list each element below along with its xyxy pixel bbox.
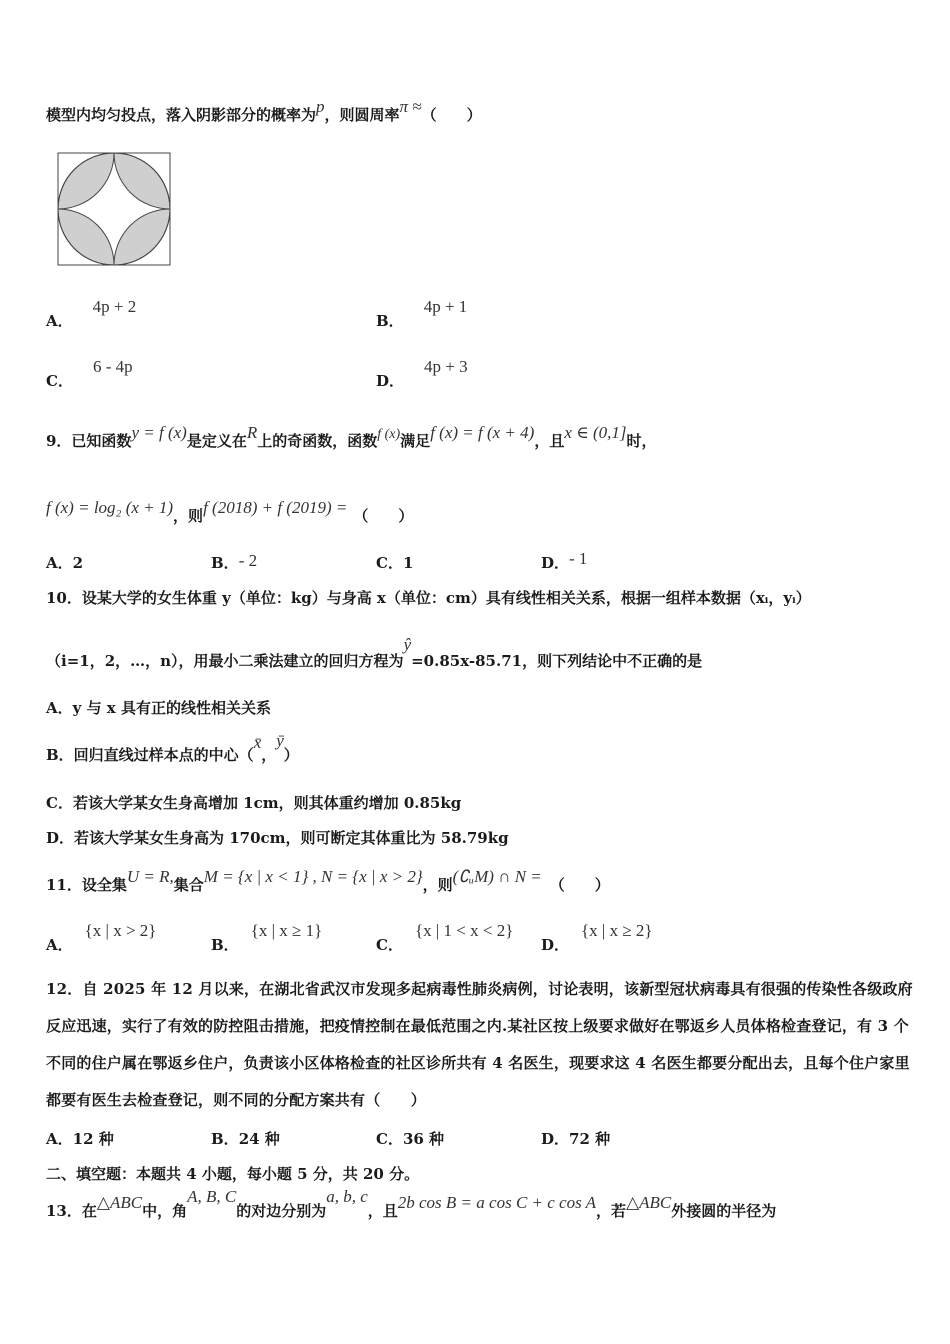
q8-stem-text-2: ，则圆周率 bbox=[324, 106, 400, 124]
q11-number: 11．设全集 bbox=[46, 876, 127, 894]
q10-stem: 10．设某大学的女生体重 y（单位：kg）与身高 x（单位：cm）具有线性相关关系，根据一组样本数据（xᵢ，yᵢ） bbox=[46, 589, 811, 607]
q8-option-b[interactable] bbox=[376, 297, 468, 331]
q13-formula: 2b cos B = a cos C + c cos A bbox=[397, 1193, 597, 1212]
q10-option-b[interactable] bbox=[46, 731, 299, 765]
q9-formula: x ∈ (0,1] bbox=[564, 423, 627, 442]
q13-formula: △ABC bbox=[96, 1193, 143, 1212]
q10-xbar: x̄ bbox=[253, 733, 262, 752]
q12-option-a[interactable] bbox=[46, 1128, 114, 1149]
q13-text: ，若 bbox=[596, 1202, 627, 1220]
q8-pi: π ≈ bbox=[399, 97, 422, 116]
q11-stem bbox=[46, 867, 610, 895]
q13-formula: A, B, C bbox=[187, 1187, 237, 1206]
option-text: 24 种 bbox=[238, 1130, 280, 1148]
q13-formula: △ABC bbox=[626, 1193, 672, 1212]
q8-p: p bbox=[316, 97, 325, 116]
option-label: B． bbox=[211, 554, 239, 572]
q9-text: 满足 bbox=[400, 432, 431, 450]
option-expr: {x | x ≥ 2} bbox=[581, 921, 653, 940]
q13-text: 中，角 bbox=[142, 1202, 188, 1220]
q9-stem bbox=[46, 423, 657, 451]
q9-number: 9．已知函数 bbox=[46, 432, 132, 450]
q13-number: 13．在 bbox=[46, 1202, 97, 1220]
q11-paren: （ ） bbox=[549, 876, 610, 894]
q11-text: ，则 bbox=[422, 876, 453, 894]
option-label: D． bbox=[541, 936, 570, 954]
option-label: C． bbox=[46, 372, 73, 390]
q9-option-a[interactable] bbox=[46, 552, 83, 573]
q12-option-d[interactable] bbox=[541, 1128, 610, 1149]
q8-stem bbox=[46, 97, 482, 125]
q9-paren: （ ） bbox=[353, 507, 414, 525]
q10-stem-2 bbox=[46, 635, 703, 671]
q9-option-d[interactable] bbox=[541, 549, 588, 573]
q8-paren: （ ） bbox=[421, 106, 482, 124]
option-text: - 2 bbox=[238, 551, 258, 570]
option-label: B． bbox=[211, 1130, 239, 1148]
option-label: C． bbox=[376, 1130, 403, 1148]
q9-text: ，且 bbox=[534, 432, 565, 450]
option-label: C． bbox=[376, 936, 403, 954]
q12-option-c[interactable] bbox=[376, 1128, 444, 1149]
option-label: D． bbox=[541, 1130, 570, 1148]
option-expr: 4p + 2 bbox=[92, 297, 137, 316]
option-expr: {x | x ≥ 1} bbox=[250, 921, 323, 940]
q9-formula: R bbox=[246, 423, 258, 442]
option-label: D． bbox=[541, 554, 570, 572]
q9-formula: f (x) bbox=[377, 427, 401, 442]
q9-formula: y = f (x) bbox=[131, 423, 187, 442]
option-text: 1 bbox=[402, 554, 414, 572]
q8-option-c[interactable] bbox=[46, 357, 133, 391]
q8-stem-text: 模型内均匀投点，落入阴影部分的概率为 bbox=[46, 106, 317, 124]
q10-yhat: ŷ bbox=[403, 635, 412, 654]
q9-option-c[interactable] bbox=[376, 552, 413, 573]
q13-text: ，且 bbox=[367, 1202, 398, 1220]
q9-formula: f (x) = log₂ (x + 1) bbox=[46, 498, 174, 517]
q9-stem-2 bbox=[46, 498, 414, 526]
option-label: A． bbox=[46, 554, 73, 572]
q10-text: =0.85x-85.71，则下列结论中不正确的是 bbox=[411, 652, 703, 670]
q11-option-d[interactable] bbox=[541, 921, 653, 955]
option-label: A． bbox=[46, 1130, 73, 1148]
option-text: 12 种 bbox=[72, 1130, 114, 1148]
q10-option-text: B．回归直线过样本点的中心（ bbox=[46, 746, 254, 764]
q10-option-c[interactable]: C．若该大学某女生身高增加 1cm，则其体重约增加 0.85kg bbox=[46, 794, 462, 812]
q9-text: 时， bbox=[626, 432, 657, 450]
q10-option-text: ） bbox=[283, 746, 299, 764]
square-curved-star-figure bbox=[57, 152, 171, 266]
option-label: D． bbox=[376, 372, 405, 390]
option-expr: {x | 1 < x < 2} bbox=[414, 921, 514, 940]
q13-stem bbox=[46, 1187, 777, 1221]
option-label: B． bbox=[211, 936, 239, 954]
q13-text: 外接圆的半径为 bbox=[671, 1202, 777, 1220]
q10-ybar: ȳ bbox=[276, 731, 284, 750]
q11-formula: (∁ᵤM) ∩ N = bbox=[452, 867, 542, 886]
option-text: 72 种 bbox=[569, 1130, 611, 1148]
q9-text: 上的奇函数，函数 bbox=[257, 432, 378, 450]
option-expr: 4p + 3 bbox=[424, 357, 468, 376]
q9-text: ，则 bbox=[173, 507, 204, 525]
option-expr: {x | x > 2} bbox=[84, 921, 157, 940]
q11-option-c[interactable] bbox=[376, 921, 514, 955]
q10-text: （i=1，2，…，n），用最小二乘法建立的回归方程为 bbox=[46, 652, 404, 670]
q9-formula: f (2018) + f (2019) = bbox=[203, 498, 348, 517]
q13-text: 的对边分别为 bbox=[236, 1202, 327, 1220]
option-label: A． bbox=[46, 312, 73, 330]
section-heading: 二、填空题：本题共 4 小题，每小题 5 分，共 20 分。 bbox=[46, 1165, 420, 1183]
q11-formula: U = R, bbox=[126, 867, 174, 886]
option-text: 36 种 bbox=[402, 1130, 445, 1148]
q11-option-a[interactable] bbox=[46, 921, 157, 955]
q9-formula: f (x) = f (x + 4) bbox=[430, 423, 535, 442]
option-expr: 4p + 1 bbox=[423, 297, 468, 316]
q8-option-a[interactable] bbox=[46, 297, 137, 331]
option-expr: 6 - 4p bbox=[92, 357, 133, 376]
q8-option-d[interactable] bbox=[376, 357, 468, 391]
q12-stem: 12．自 2025 年 12 月以来，在湖北省武汉市发现多起病毒性肺炎病例，讨论表明，该新型冠状病毒具有很强的传染性各级政府反应迅速，实行了有效的防控阻击措施，把疫情控制在最低范围之内.某社区按上级要求做好在鄂返乡人员体格检查登记，有 3 个不同的住户属在鄂返乡住户，负责该小区体格检查的社区诊所共有 4 名医生，现要求这 4 名医生都要分配出去，且每个住户家里都要有医生去检查登记，则不同的分配方案共有（ ） bbox=[46, 980, 913, 1109]
q11-option-b[interactable] bbox=[211, 921, 323, 955]
option-text: - 1 bbox=[569, 549, 588, 568]
q10-comma: ， bbox=[261, 746, 277, 764]
q12-option-b[interactable] bbox=[211, 1128, 280, 1149]
q10-option-a[interactable]: A．y 与 x 具有正的线性相关关系 bbox=[46, 699, 271, 717]
q11-text: 集合 bbox=[173, 876, 204, 894]
q13-formula: a, b, c bbox=[326, 1187, 368, 1206]
option-label: A． bbox=[46, 936, 73, 954]
option-label: C． bbox=[376, 554, 403, 572]
option-label: B． bbox=[376, 312, 404, 330]
q9-option-b[interactable] bbox=[211, 552, 257, 573]
q10-option-d[interactable]: D．若该大学某女生身高为 170cm，则可断定其体重比为 58.79kg bbox=[46, 829, 509, 847]
option-text: 2 bbox=[72, 554, 84, 572]
q9-text: 是定义在 bbox=[186, 432, 247, 450]
q11-formula: M = {x | x < 1} , N = {x | x > 2} bbox=[203, 867, 423, 886]
